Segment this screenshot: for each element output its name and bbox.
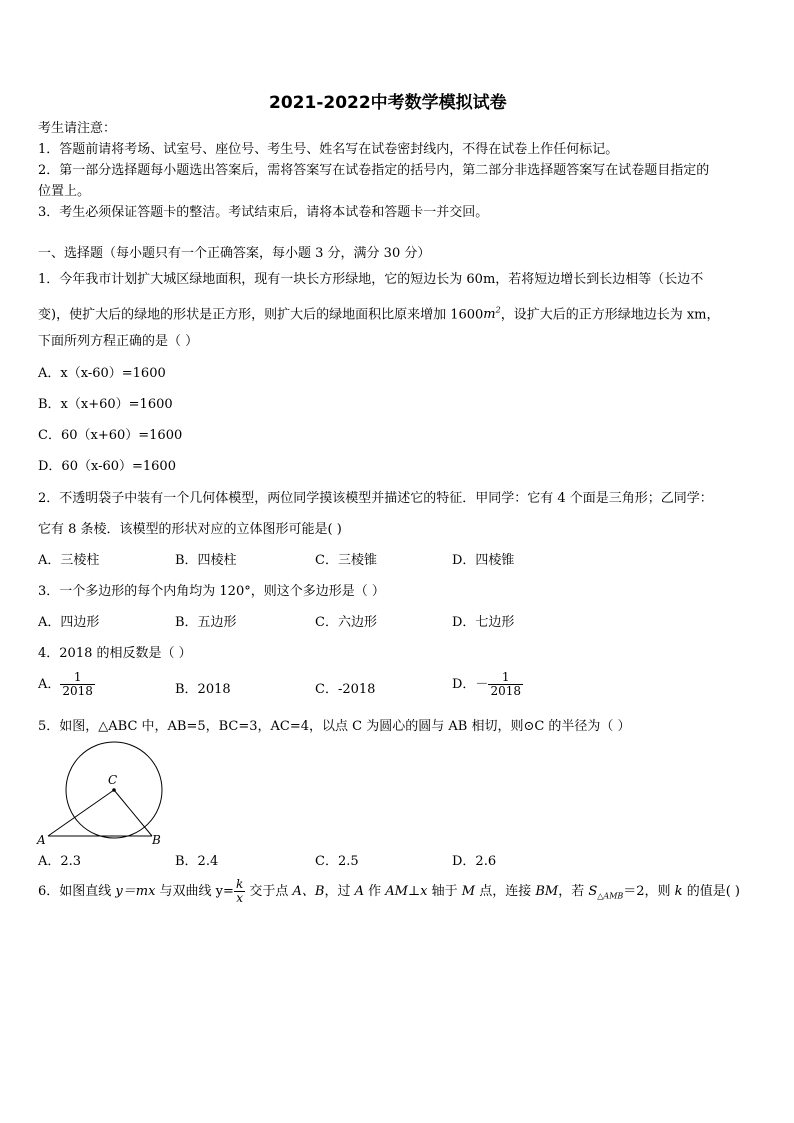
page-title: 2021-2022中考数学模拟试卷 bbox=[269, 93, 507, 113]
q6-fraction-numerator: k bbox=[235, 877, 244, 891]
q3-option-a: A．四边形 bbox=[38, 615, 100, 630]
notice-line-1: 1．答题前请将考场、试室号、座位号、考生号、姓名写在试卷密封线内，不得在试卷上作任何标记。 bbox=[38, 142, 619, 157]
q6-part-1: 6．如图直线 bbox=[38, 884, 116, 899]
q4-option-d-label: D．－ bbox=[452, 677, 489, 692]
q6-point-m: M bbox=[461, 884, 476, 899]
q6-segment-bm: BM bbox=[535, 884, 559, 899]
q2-line-2: 它有 8 条棱．该模型的形状对应的立体图形可能是( ) bbox=[38, 522, 342, 537]
q1-option-b: B．x（x+60）=1600 bbox=[38, 397, 173, 412]
q1-option-c: C．60（x+60）=1600 bbox=[38, 428, 183, 443]
q4-option-d-fraction bbox=[488, 671, 523, 698]
q5-label-a: A bbox=[37, 833, 46, 847]
q2-option-c: C．三棱锥 bbox=[315, 553, 377, 568]
q6-part-10: 的值是( ) bbox=[682, 884, 740, 899]
q6-part-5: 作 bbox=[363, 884, 386, 899]
q1-unit bbox=[483, 307, 500, 322]
q6-part-9: ＝2，则 bbox=[623, 884, 675, 899]
q6-part-7: 点，连接 bbox=[475, 884, 536, 899]
notice-heading: 考生请注意： bbox=[38, 121, 117, 136]
q4-option-a-numerator: 1 bbox=[73, 670, 82, 684]
q6-part-6: 轴于 bbox=[427, 884, 462, 899]
q5-label-c: C bbox=[108, 773, 118, 787]
q1-line-2-rest: ，设扩大后的正方形绿地边长为 xm， bbox=[500, 307, 720, 323]
q5-option-c: C．2.5 bbox=[315, 854, 359, 869]
q2-option-b: B．四棱柱 bbox=[175, 553, 237, 568]
q1-unit-base: m bbox=[483, 307, 496, 323]
q6-area-s: S bbox=[588, 884, 598, 899]
q5-option-a: A．2.3 bbox=[38, 854, 82, 869]
q2-option-a: A．三棱柱 bbox=[38, 553, 100, 568]
q5-label-b: B bbox=[152, 833, 161, 847]
q6-part-3: 交于点 bbox=[245, 884, 293, 899]
q4-text: 4．2018 的相反数是（ ） bbox=[38, 646, 192, 661]
q5-option-d: D．2.6 bbox=[452, 854, 497, 869]
q6-part-4: ，过 bbox=[324, 884, 355, 899]
q6-text bbox=[38, 878, 740, 906]
q6-area-subscript: △AMB bbox=[597, 891, 624, 901]
q6-points-ab: A、B bbox=[292, 884, 325, 899]
q4-option-d bbox=[452, 671, 523, 698]
section-heading: 一、选择题（每小题只有一个正确答案，每小题 3 分，满分 30 分） bbox=[38, 246, 431, 261]
q3-text: 3．一个多边形的每个内角均为 120°，则这个多边形是（ ） bbox=[38, 584, 385, 599]
q4-option-a-label: A． bbox=[38, 677, 61, 692]
q6-fraction-denominator: x bbox=[236, 891, 243, 905]
q1-line-1: 1．今年我市计划扩大城区绿地面积，现有一块长方形绿地，它的短边长为 60m，若将短边增长到长边相等（长边不 bbox=[38, 272, 704, 287]
q4-option-a-fraction bbox=[60, 671, 95, 698]
q1-line-2 bbox=[38, 302, 720, 324]
q5-text: 5．如图，△ABC 中，AB=5，BC=3，AC=4，以点 C 为圆心的圆与 AB 相切，则⊙C 的半径为（ ） bbox=[38, 719, 631, 734]
notice-line-4: 3．考生必须保证答题卡的整洁。考试结束后，请将本试卷和答题卡一并交回。 bbox=[38, 205, 489, 220]
q1-option-a: A．x（x-60）=1600 bbox=[38, 366, 166, 381]
q5-side-ac bbox=[48, 790, 114, 836]
q1-option-d: D．60（x-60）=1600 bbox=[38, 459, 176, 474]
q6-line-eq: y＝mx bbox=[115, 884, 156, 899]
notice-line-3: 位置上。 bbox=[38, 184, 91, 199]
q6-fraction bbox=[234, 878, 245, 905]
q1-line-2-text: 变)，使扩大后的绿地的形状是正方形，则扩大后的绿地面积比原来增加 1600 bbox=[38, 307, 484, 323]
q4-option-d-denominator: 2018 bbox=[490, 684, 521, 698]
q3-option-d: D．七边形 bbox=[452, 615, 515, 630]
notice-line-2: 2．第一部分选择题每小题选出答案后，需将答案写在试卷指定的括号内，第二部分非选择题答案写在试卷题目指定的 bbox=[38, 163, 710, 178]
q3-option-c: C．六边形 bbox=[315, 615, 377, 630]
q6-part-2: 与双曲线 y= bbox=[155, 884, 234, 899]
q5-option-b: B．2.4 bbox=[175, 854, 219, 869]
q1-unit-exp: 2 bbox=[495, 306, 501, 315]
q1-line-3: 下面所列方程正确的是（ ） bbox=[38, 334, 199, 349]
q4-option-a bbox=[38, 671, 95, 698]
q6-part-8: ，若 bbox=[558, 884, 589, 899]
q5-side-bc bbox=[114, 790, 152, 836]
q4-option-b: B．2018 bbox=[175, 682, 231, 697]
q6-am-perp: AM⊥x bbox=[385, 884, 428, 899]
q4-option-c: C．-2018 bbox=[315, 682, 376, 697]
q6-k: k bbox=[674, 884, 683, 899]
q4-option-d-numerator: 1 bbox=[501, 670, 510, 684]
q2-option-d: D．四棱锥 bbox=[452, 553, 515, 568]
q6-point-a: A bbox=[354, 884, 364, 899]
q3-option-b: B．五边形 bbox=[175, 615, 237, 630]
q5-center-point bbox=[112, 788, 116, 792]
q2-line-1: 2．不透明袋子中装有一个几何体模型，两位同学摸该模型并描述它的特征．甲同学：它有 4 个面是三角形；乙同学： bbox=[38, 491, 713, 506]
q4-option-a-denominator: 2018 bbox=[62, 684, 93, 698]
q5-figure bbox=[34, 740, 174, 850]
